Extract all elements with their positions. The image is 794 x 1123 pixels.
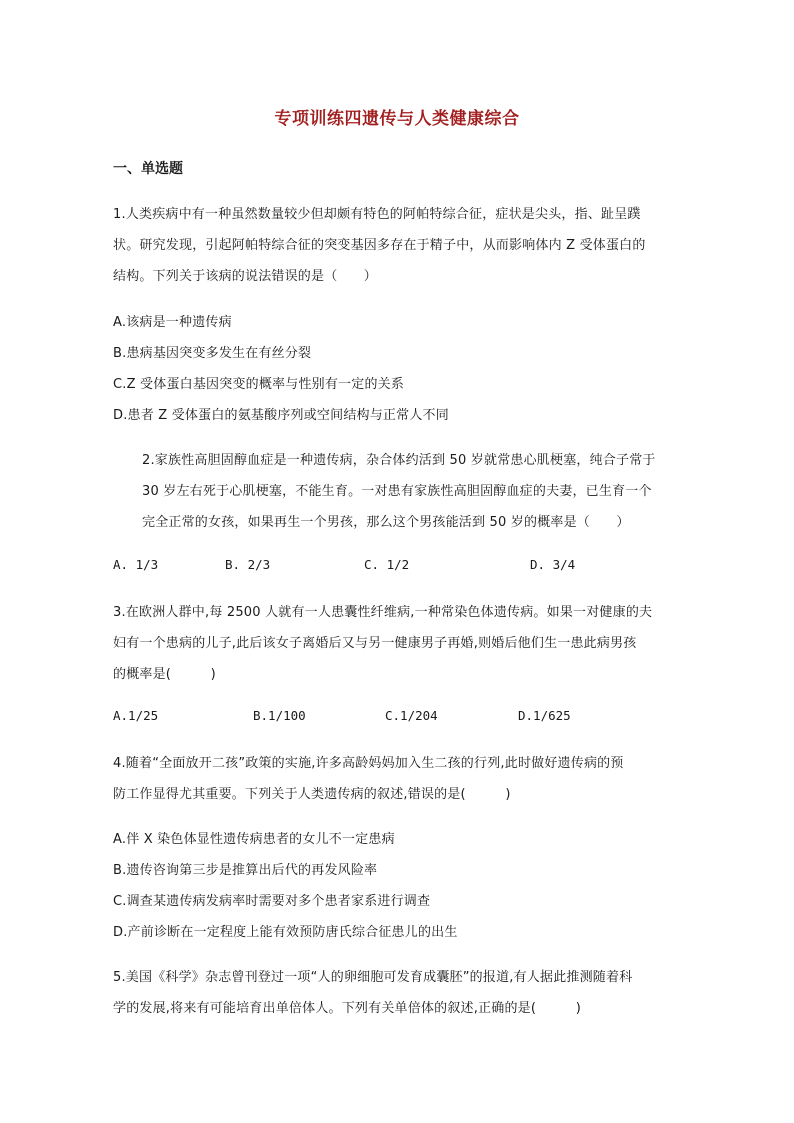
question-5-line-1: 5.美国《科学》杂志曾刊登过一项“人的卵细胞可发育成囊胚”的报道,有人据此推测随着科: [113, 970, 633, 985]
question-4-line-1: 4.随着“全面放开二孩”政策的实施,许多高龄妈妈加入生二孩的行列,此时做好遗传病的预: [113, 756, 624, 771]
question-1-option-b: B.患病基因突变多发生在有丝分裂: [113, 346, 312, 361]
question-2-option-c: C. 1/2: [364, 557, 410, 572]
question-2-option-a: A. 1/3: [113, 557, 159, 572]
question-2-line-3: 完全正常的女孩，如果再生一个男孩，那么这个男孩能活到 50 岁的概率是（ ）: [142, 515, 630, 530]
section-heading: 一、单选题: [113, 161, 183, 177]
question-3-line-1: 3.在欧洲人群中,每 2500 人就有一人患囊性纤维病,一种常染色体遗传病。如果一对健康的夫: [113, 605, 653, 620]
question-3-line-3: 的概率是( ): [113, 667, 216, 682]
question-2-line-1: 2.家族性高胆固醇血症是一种遗传病，杂合体约活到 50 岁就常患心肌梗塞，纯合子常于: [142, 453, 656, 468]
question-1-option-d: D.患者 Z 受体蛋白的氨基酸序列或空间结构与正常人不同: [113, 408, 449, 423]
question-3-option-a: A.1/25: [113, 708, 159, 723]
question-3-line-2: 妇有一个患病的儿子,此后该女子离婚后又与另一健康男子再婚,则婚后他们生一患此病男孩: [113, 636, 637, 651]
question-3-option-d: D.1/625: [518, 708, 571, 723]
document-title: 专项训练四遗传与人类健康综合: [274, 109, 520, 129]
question-4-option-d: D.产前诊断在一定程度上能有效预防唐氏综合征患儿的出生: [113, 925, 458, 940]
question-1-option-a: A.该病是一种遗传病: [113, 315, 232, 330]
question-5-line-2: 学的发展,将来有可能培育出单倍体人。下列有关单倍体的叙述,正确的是( ): [113, 1001, 582, 1016]
question-2-line-2: 30 岁左右死于心肌梗塞，不能生育。一对患有家族性高胆固醇血症的夫妻，已生育一个: [142, 484, 652, 499]
question-2-option-b: B. 2/3: [225, 557, 271, 572]
question-1-line-2: 状。研究发现，引起阿帕特综合征的突变基因多存在于精子中，从而影响体内 Z 受体蛋白的: [113, 238, 646, 253]
question-4-option-b: B.遗传咨询第三步是推算出后代的再发风险率: [113, 863, 378, 878]
question-1-option-c: C.Z 受体蛋白基因突变的概率与性别有一定的关系: [113, 377, 405, 392]
question-3-option-c: C.1/204: [385, 708, 438, 723]
question-3-option-b: B.1/100: [253, 708, 306, 723]
question-2-option-d: D. 3/4: [530, 557, 576, 572]
question-4-option-a: A.伴 X 染色体显性遗传病患者的女儿不一定患病: [113, 832, 395, 847]
question-4-line-2: 防工作显得尤其重要。下列关于人类遗传病的叙述,错误的是( ): [113, 787, 511, 802]
question-4-option-c: C.调查某遗传病发病率时需要对多个患者家系进行调查: [113, 894, 431, 909]
question-1-line-1: 1.人类疾病中有一种虽然数量较少但却颇有特色的阿帕特综合征，症状是尖头，指、趾呈蹼: [113, 207, 641, 222]
question-1-line-3: 结构。下列关于该病的说法错误的是（ ）: [113, 269, 378, 284]
